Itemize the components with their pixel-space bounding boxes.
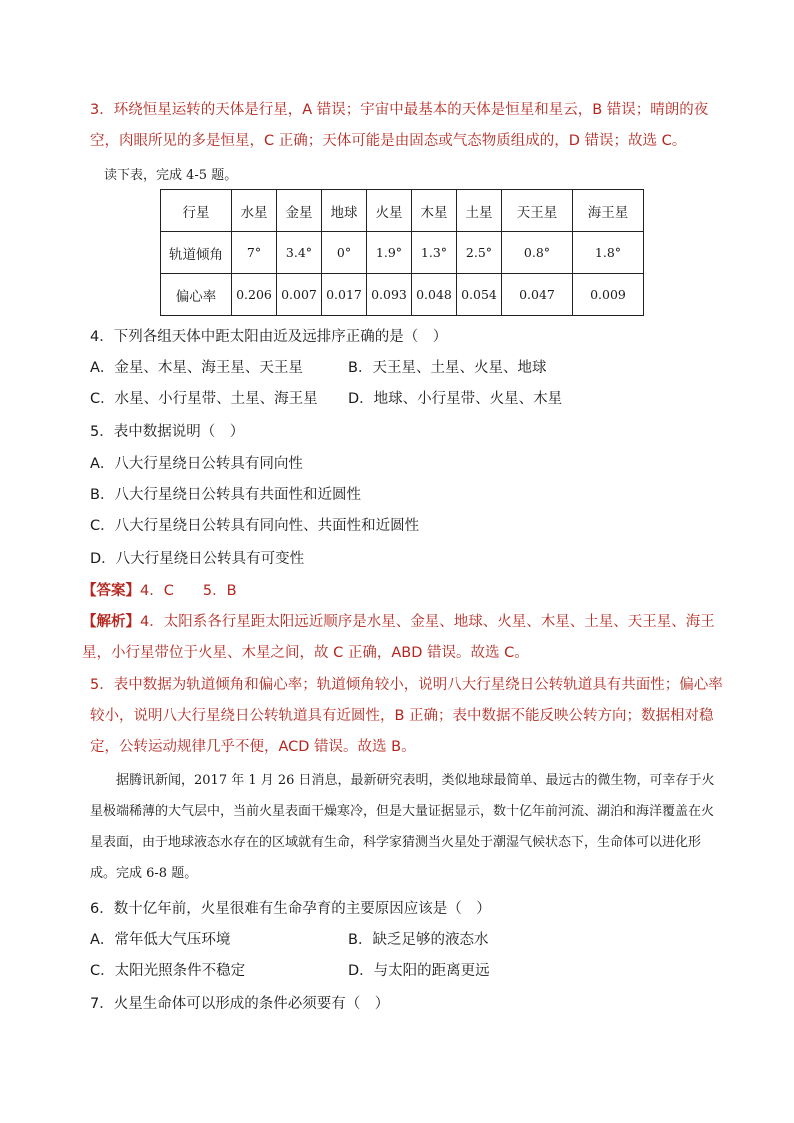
table-cell: 0° [322, 232, 367, 274]
table-row-label: 轨道倾角 [161, 232, 232, 274]
table-header-cell: 金星 [277, 190, 322, 232]
q6-stem: 6．数十亿年前，火星很难有生命孕育的主要原因应该是（ ） [90, 901, 491, 917]
q4-option-b: B．天王星、土星、火星、地球 [348, 360, 547, 376]
q4-option-d: D．地球、小行星带、火星、木星 [348, 391, 563, 407]
table-header-cell: 火星 [367, 190, 412, 232]
answer-text: 4．C 5．B [140, 583, 237, 599]
table-cell: 0.047 [502, 274, 573, 316]
table-cell: 1.8° [573, 232, 644, 274]
table-header-cell: 地球 [322, 190, 367, 232]
table-cell: 0.054 [457, 274, 502, 316]
q5-option-a: A．八大行星绕日公转具有同向性 [90, 456, 303, 472]
table-cell: 1.3° [412, 232, 457, 274]
analysis-q5: 5．表中数据为轨道倾角和偏心率；轨道倾角较小，说明八大行星绕日公转轨道具有共面性；偏心率较小，说明八大行星绕日公转轨道具有近圆性，B 正确；表中数据不能反映公转方向；数据相对稳定，公转运动规律几乎不便，ACD 错误。故选 B。 [90, 677, 723, 755]
table-cell: 2.5° [457, 232, 502, 274]
table-row [161, 232, 644, 274]
reading-passage: 据腾讯新闻，2017 年 1 月 26 日消息，最新研究表明，类似地球最简单、最远古的微生物，可幸存于火星极端稀薄的大气层中，当前火星表面干燥寒冷，但是大量证据显示，数十亿年前河流、湖泊和海洋覆盖在火星表面，由于地球液态水存在的区域就有生命，科学家猜测当火星处于潮湿气候状态下，生命体可以进化形成。完成 6-8 题。 [90, 773, 715, 881]
table-row [161, 274, 644, 316]
q5-option-b: B．八大行星绕日公转具有共面性和近圆性 [90, 487, 361, 503]
q6-option-b: B．缺乏足够的液态水 [348, 932, 489, 948]
table-header-cell: 天王星 [502, 190, 573, 232]
table-header-row [161, 190, 644, 232]
q5-option-c: C．八大行星绕日公转具有同向性、共面性和近圆性 [90, 518, 420, 534]
table-intro: 读下表，完成 4-5 题。 [104, 168, 238, 183]
table-cell: 0.009 [573, 274, 644, 316]
q7-stem: 7．火星生命体可以形成的条件必须要有（ ） [90, 996, 390, 1012]
table-cell: 0.007 [277, 274, 322, 316]
analysis-text-4: 4．太阳系各行星距太阳远近顺序是水星、金星、地球、火星、木星、土星、天王星、海王星，小行星带位于火星、木星之间，故 C 正确，ABD 错误。故选 C。 [82, 614, 715, 661]
q4-option-c: C．水星、小行星带、土星、海王星 [90, 391, 318, 407]
answer-tag: 【答案】 [82, 583, 140, 599]
planet-table [160, 189, 644, 316]
table-header-cell: 行星 [161, 190, 232, 232]
answer-line [82, 581, 237, 601]
q6-option-d: D．与太阳的距离更远 [348, 963, 490, 979]
q5-stem: 5．表中数据说明（ ） [90, 424, 245, 440]
table-cell: 0.017 [322, 274, 367, 316]
table-cell: 0.048 [412, 274, 457, 316]
q5-option-d: D．八大行星绕日公转具有可变性 [90, 551, 305, 567]
table-cell: 0.206 [232, 274, 277, 316]
q6-option-c: C．太阳光照条件不稳定 [90, 963, 246, 979]
table-cell: 0.8° [502, 232, 573, 274]
q4-option-a: A．金星、木星、海王星、天王星 [90, 360, 303, 376]
analysis-q4 [82, 607, 730, 669]
q3-explanation: 3．环绕恒星运转的天体是行星，A 错误；宇宙中最基本的天体是恒星和星云，B 错误；晴朗的夜空，肉眼所见的多是恒星，C 正确；天体可能是由固态或气态物质组成的，D 错误；故选 C。 [90, 102, 709, 149]
table-header-cell: 木星 [412, 190, 457, 232]
table-header-cell: 土星 [457, 190, 502, 232]
table-header-cell: 海王星 [573, 190, 644, 232]
table-cell: 7° [232, 232, 277, 274]
q6-option-a: A．常年低大气压环境 [90, 932, 231, 948]
table-cell: 1.9° [367, 232, 412, 274]
q4-stem: 4．下列各组天体中距太阳由近及远排序正确的是（ ） [90, 329, 448, 345]
table-header-cell: 水星 [232, 190, 277, 232]
table-row-label: 偏心率 [161, 274, 232, 316]
table-cell: 0.093 [367, 274, 412, 316]
analysis-tag: 【解析】 [82, 614, 140, 630]
table-cell: 3.4° [277, 232, 322, 274]
